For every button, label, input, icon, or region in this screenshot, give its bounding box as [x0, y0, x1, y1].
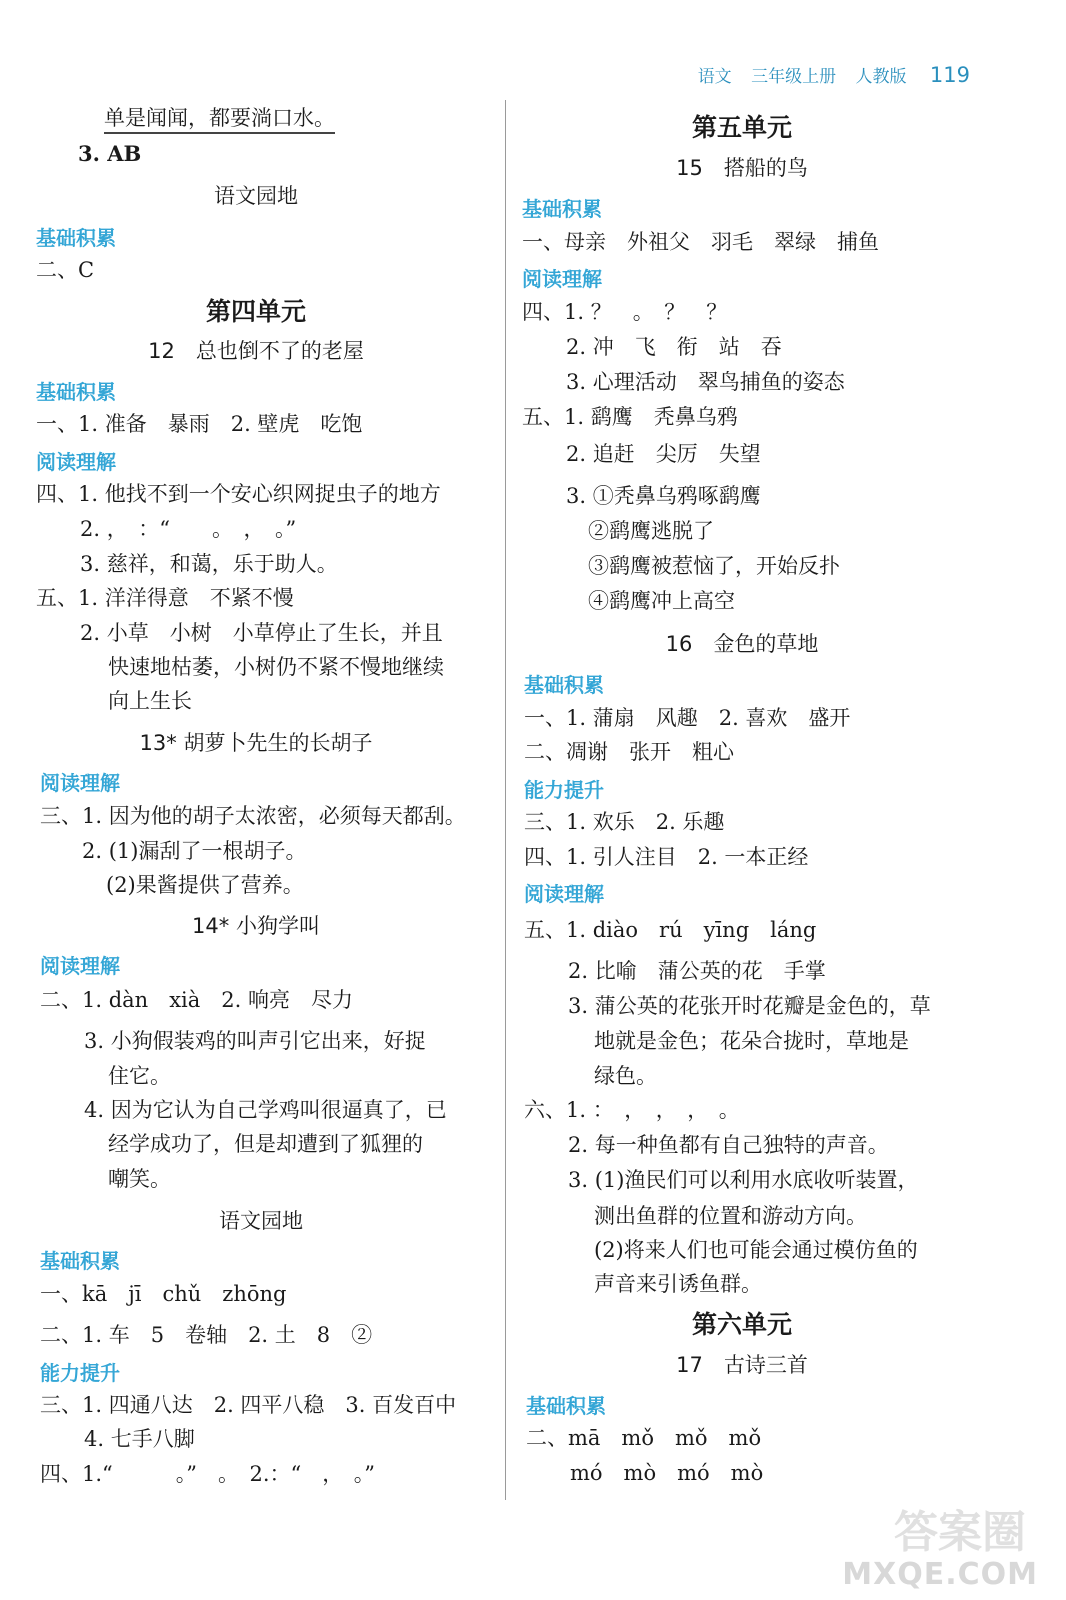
section-heading: 基础积累 — [40, 1249, 120, 1273]
lesson-title: 14* 小狗学叫 — [192, 914, 320, 938]
answer-line: 二、1. 车 5 卷轴 2. 土 8 ② — [40, 1323, 373, 1347]
answer-line: 3. ①秃鼻乌鸦啄鹞鹰 — [566, 484, 761, 508]
answer-line: 一、kā jī chǔ zhōng — [40, 1282, 287, 1306]
answer-line: 测出鱼群的位置和游动方向。 — [594, 1204, 867, 1228]
watermark: MXQE.COM — [842, 1557, 1038, 1592]
answer-line: 四、1. 引人注目 2. 一本正经 — [524, 845, 809, 869]
answer-line: 六、1. ： ， ， ， 。 — [524, 1098, 740, 1122]
answer-line: 2. 小草 小树 小草停止了生长，并且 — [80, 621, 443, 645]
answer-line: 3. 蒲公英的花张开时花瓣是金色的，草 — [568, 994, 931, 1018]
lesson-title: 16 金色的草地 — [665, 632, 819, 656]
answer-line: 3. 慈祥，和蔼，乐于助人。 — [80, 552, 338, 576]
answer-line: 3. 心理活动 翠鸟捕鱼的姿态 — [566, 370, 845, 394]
lesson-title: 15 搭船的鸟 — [676, 156, 808, 180]
answer-line: 2. 每一种鱼都有自己独特的声音。 — [568, 1133, 889, 1157]
unit-title: 第五单元 — [691, 113, 792, 142]
unit-title: 第六单元 — [691, 1310, 792, 1339]
answer-line: (2)果酱提供了营养。 — [106, 873, 304, 897]
answer-line: 三、1. 四通八达 2. 四平八稳 3. 百发百中 — [40, 1393, 457, 1417]
answer-line: 四、1.“ 。” 。 2.：“ ， 。” — [40, 1462, 376, 1486]
page-number: 119 — [929, 63, 970, 87]
column-divider — [505, 100, 506, 1500]
answer-line: 3. 小狗假装鸡的叫声引它出来，好捉 — [84, 1029, 426, 1053]
answer-line: 一、母亲 外祖父 羽毛 翠绿 捕鱼 — [522, 230, 879, 254]
answer-line: 三、1. 因为他的胡子太浓密，必须每天都刮。 — [40, 804, 466, 828]
answer-line: 2. (1)漏刮了一根胡子。 — [82, 839, 307, 863]
answer-line: 四、1. 他找不到一个安心织网捉虫子的地方 — [36, 482, 441, 506]
answer-line: ④鹞鹰冲上高空 — [588, 589, 735, 613]
section-heading: 能力提升 — [524, 778, 604, 802]
watermark-logo: 答案圈 — [894, 1507, 1026, 1558]
section-heading: 阅读理解 — [522, 267, 602, 291]
answer-line: 4. 因为它认为自己学鸡叫很逼真了，已 — [84, 1098, 447, 1122]
answer-line: 嘲笑。 — [108, 1167, 171, 1191]
answer-line: 2. 追赶 尖厉 失望 — [566, 442, 761, 466]
section-heading: 基础积累 — [36, 380, 116, 404]
lesson-title: 13* 胡萝卜先生的长胡子 — [139, 731, 373, 755]
section-title: 语文园地 — [214, 184, 298, 208]
answer-line: 地就是金色；花朵合拢时，草地是 — [594, 1029, 909, 1053]
answer-line: ③鹞鹰被惹恼了，开始反扑 — [588, 554, 840, 578]
section-heading: 基础积累 — [522, 197, 602, 221]
answer-line: 绿色。 — [594, 1064, 657, 1088]
answer-line: 2. 冲 飞 衔 站 吞 — [566, 335, 782, 359]
answer-line: 五、1. diào rú yīng láng — [524, 918, 817, 942]
answer-line: 3. (1)渔民们可以利用水底收听装置， — [568, 1168, 919, 1192]
section-heading: 阅读理解 — [40, 771, 120, 795]
answer-line: 经学成功了，但是却遭到了狐狸的 — [108, 1132, 423, 1156]
lesson-title: 17 古诗三首 — [676, 1353, 808, 1377]
answer-line: 2. 比喻 蒲公英的花 手掌 — [568, 959, 826, 983]
section-heading: 基础积累 — [524, 673, 604, 697]
answer-line: 4. 七手八脚 — [84, 1427, 195, 1451]
unit-title: 第四单元 — [205, 297, 306, 326]
section-heading: 阅读理解 — [36, 450, 116, 474]
answer-line: 二、mā mǒ mǒ mǒ — [526, 1426, 762, 1450]
answer-line: 3. AB — [78, 141, 142, 166]
section-heading: 基础积累 — [36, 226, 116, 250]
answer-line: 一、1. 蒲扇 风趣 2. 喜欢 盛开 — [524, 706, 851, 730]
answer-line: 四、1. ？ 。 ？ ？ — [522, 300, 728, 324]
header-grade: 三年级上册 — [751, 67, 837, 87]
header-edition: 人教版 — [855, 67, 907, 87]
answer-line: 五、1. 鹞鹰 秃鼻乌鸦 — [522, 405, 738, 429]
answer-line: 单是闻闻，都要淌口水。 — [104, 106, 335, 134]
answer-line: (2)将来人们也可能会通过模仿鱼的 — [594, 1238, 918, 1262]
answer-line: 住它。 — [108, 1064, 171, 1088]
answer-line: 三、1. 欢乐 2. 乐趣 — [524, 810, 725, 834]
page-header — [684, 62, 970, 87]
answer-line: 快速地枯萎，小树仍不紧不慢地继续 — [108, 655, 444, 679]
answer-line: mó mò mó mò — [570, 1461, 764, 1485]
section-title: 语文园地 — [219, 1209, 303, 1233]
answer-line: 向上生长 — [108, 689, 192, 713]
section-heading: 基础积累 — [526, 1394, 606, 1418]
answer-line: 五、1. 洋洋得意 不紧不慢 — [36, 586, 294, 610]
lesson-title: 12 总也倒不了的老屋 — [148, 339, 364, 363]
answer-line: 一、1. 准备 暴雨 2. 壁虎 吃饱 — [36, 412, 363, 436]
answer-line: 2. ， ：“ 。 ， 。” — [80, 517, 297, 541]
section-heading: 能力提升 — [40, 1361, 120, 1385]
answer-line: 声音来引诱鱼群。 — [594, 1272, 762, 1296]
answer-line: 二、C — [36, 258, 95, 282]
header-subject: 语文 — [697, 67, 732, 87]
section-heading: 阅读理解 — [40, 954, 120, 978]
answer-line: ②鹞鹰逃脱了 — [588, 519, 714, 543]
answer-line: 二、1. dàn xià 2. 响亮 尽力 — [40, 988, 353, 1012]
answer-line: 二、凋谢 张开 粗心 — [524, 740, 734, 764]
section-heading: 阅读理解 — [524, 882, 604, 906]
